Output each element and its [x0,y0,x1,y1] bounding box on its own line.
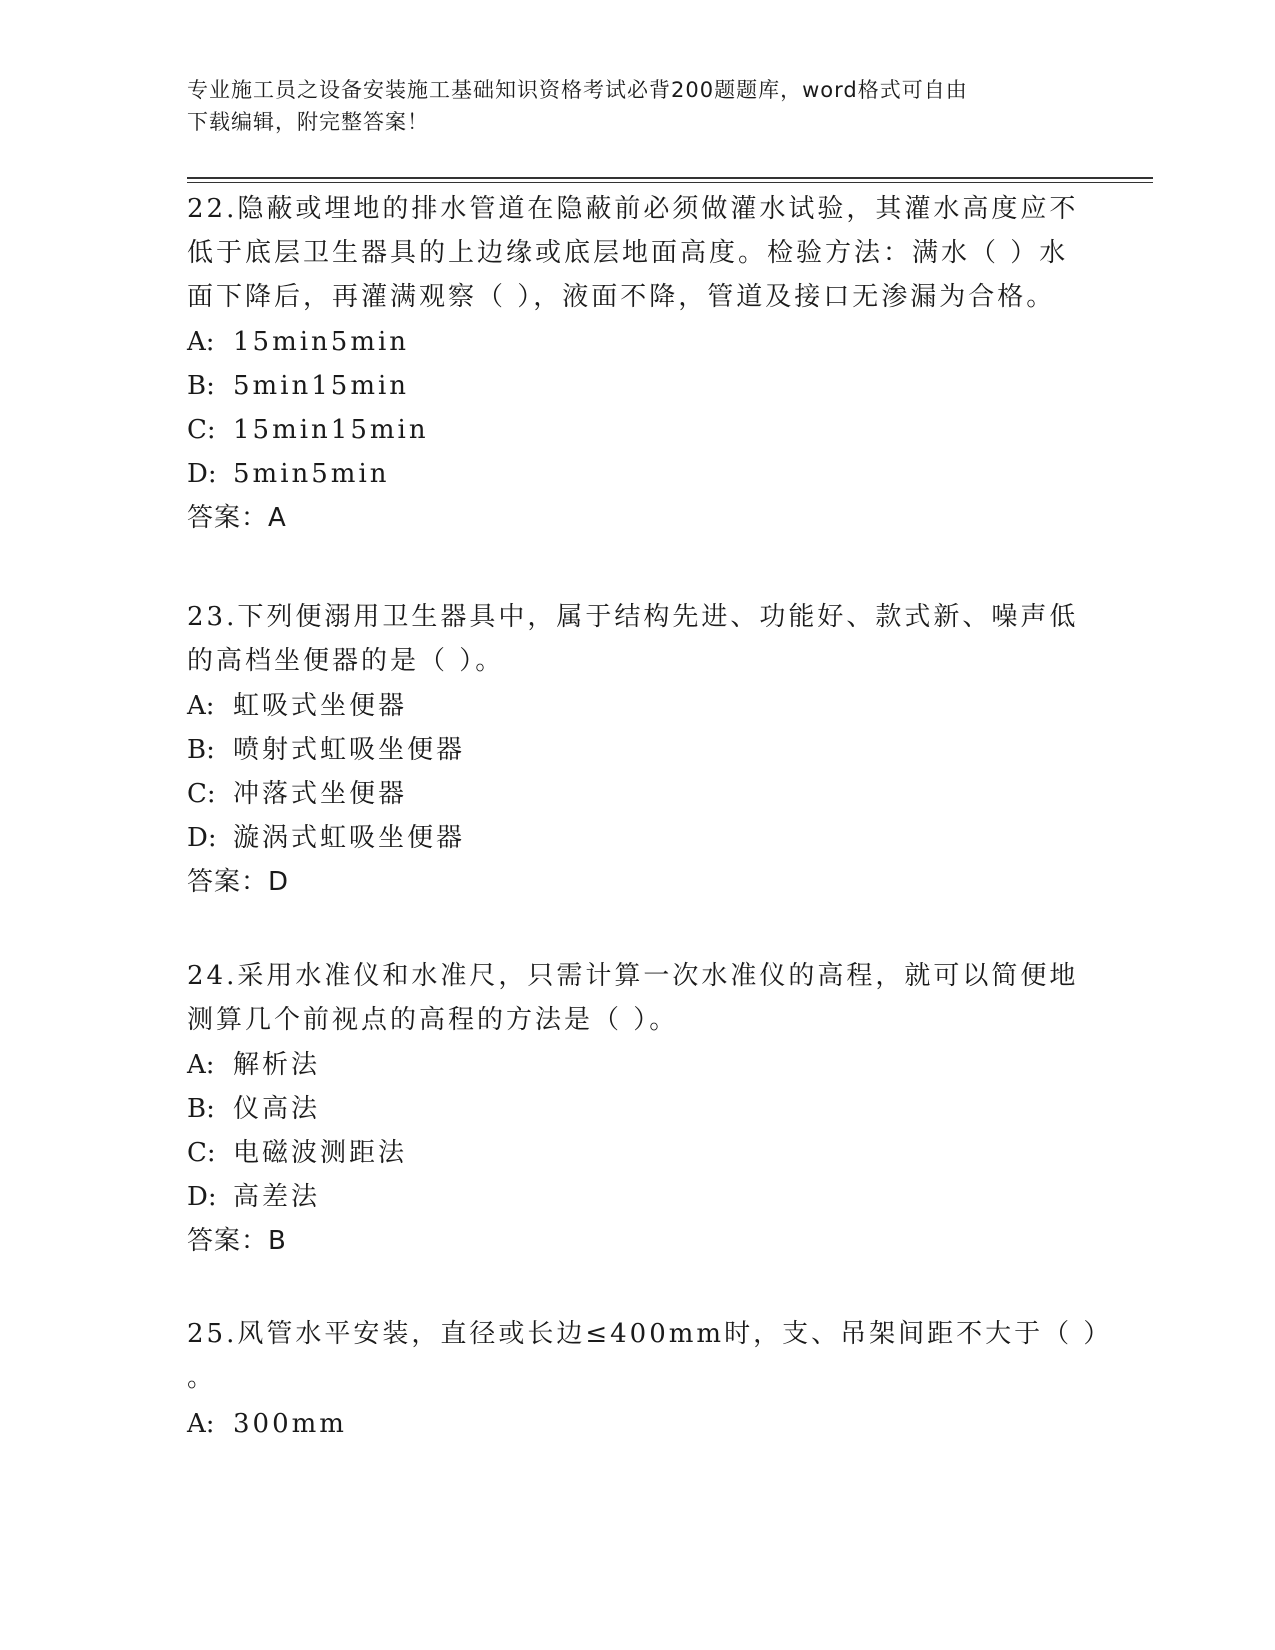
option-a [187,1043,320,1088]
answer-line: 答案：D [187,867,290,897]
option-letter: D: [187,823,217,853]
question-text-line: 24.采用水准仪和水准尺，只需计算一次水准仪的高程，就可以简便地 [187,961,1079,991]
option-c [187,1131,407,1176]
option-letter: C: [187,779,216,809]
option-d [187,1175,320,1220]
option-letter: A: [187,1050,215,1080]
document-header [187,74,1077,138]
option-text: 300mm [233,1409,347,1439]
question-text-line: 。 [187,1363,217,1393]
question-text-line: 23.下列便溺用卫生器具中，属于结构先进、功能好、款式新、噪声低 [187,602,1079,632]
option-letter: A: [187,691,215,721]
option-text: 5min5min [233,459,390,489]
option-text: 冲落式坐便器 [233,779,408,809]
question-text-line: 面下降后，再灌满观察（ ），液面不降，管道及接口无渗漏为合格。 [187,282,1056,312]
header-divider-thin [187,182,1153,183]
option-a [187,684,407,729]
option-text: 5min15min [233,371,410,401]
option-letter: D: [187,1182,217,1212]
option-letter: A: [187,1409,215,1439]
option-letter: C: [187,1138,216,1168]
option-b [187,364,409,409]
option-text: 15min15min [233,415,429,445]
option-c [187,772,407,817]
option-text: 仪高法 [233,1094,321,1124]
option-letter: D: [187,459,217,489]
option-a [187,320,409,365]
option-text: 电磁波测距法 [233,1138,408,1168]
option-text: 15min5min [233,327,410,357]
option-text: 解析法 [233,1050,321,1080]
answer-line: 答案：B [187,1226,287,1256]
question-text-line: 测算几个前视点的高程的方法是（ ）。 [187,1005,679,1035]
option-letter: C: [187,415,216,445]
question-text-line: 22.隐蔽或埋地的排水管道在隐蔽前必须做灌水试验，其灌水高度应不 [187,194,1079,224]
answer-line: 答案：A [187,503,287,533]
option-c [187,408,429,453]
option-d [187,816,465,861]
option-letter: B: [187,735,215,765]
option-text: 虹吸式坐便器 [233,691,408,721]
option-b [187,1087,320,1132]
option-d [187,452,390,497]
option-letter: A: [187,327,215,357]
question-text-line: 的高档坐便器的是（ ）。 [187,646,505,676]
option-text: 漩涡式虹吸坐便器 [233,823,466,853]
header-line-1: 专业施工员之设备安装施工基础知识资格考试必背200题题库，word格式可自由 [187,78,968,102]
option-text: 喷射式虹吸坐便器 [233,735,466,765]
option-b [187,728,465,773]
header-line-2: 下载编辑，附完整答案！ [187,110,429,134]
question-text-line: 25.风管水平安装，直径或长边≤400mm时，支、吊架间距不大于（ ） [187,1319,1113,1349]
option-letter: B: [187,371,215,401]
option-letter: B: [187,1094,215,1124]
question-text-line: 低于底层卫生器具的上边缘或底层地面高度。检验方法：满水（ ）水 [187,238,1069,268]
option-a [187,1402,347,1447]
option-text: 高差法 [233,1182,321,1212]
header-divider-thick [187,177,1153,179]
